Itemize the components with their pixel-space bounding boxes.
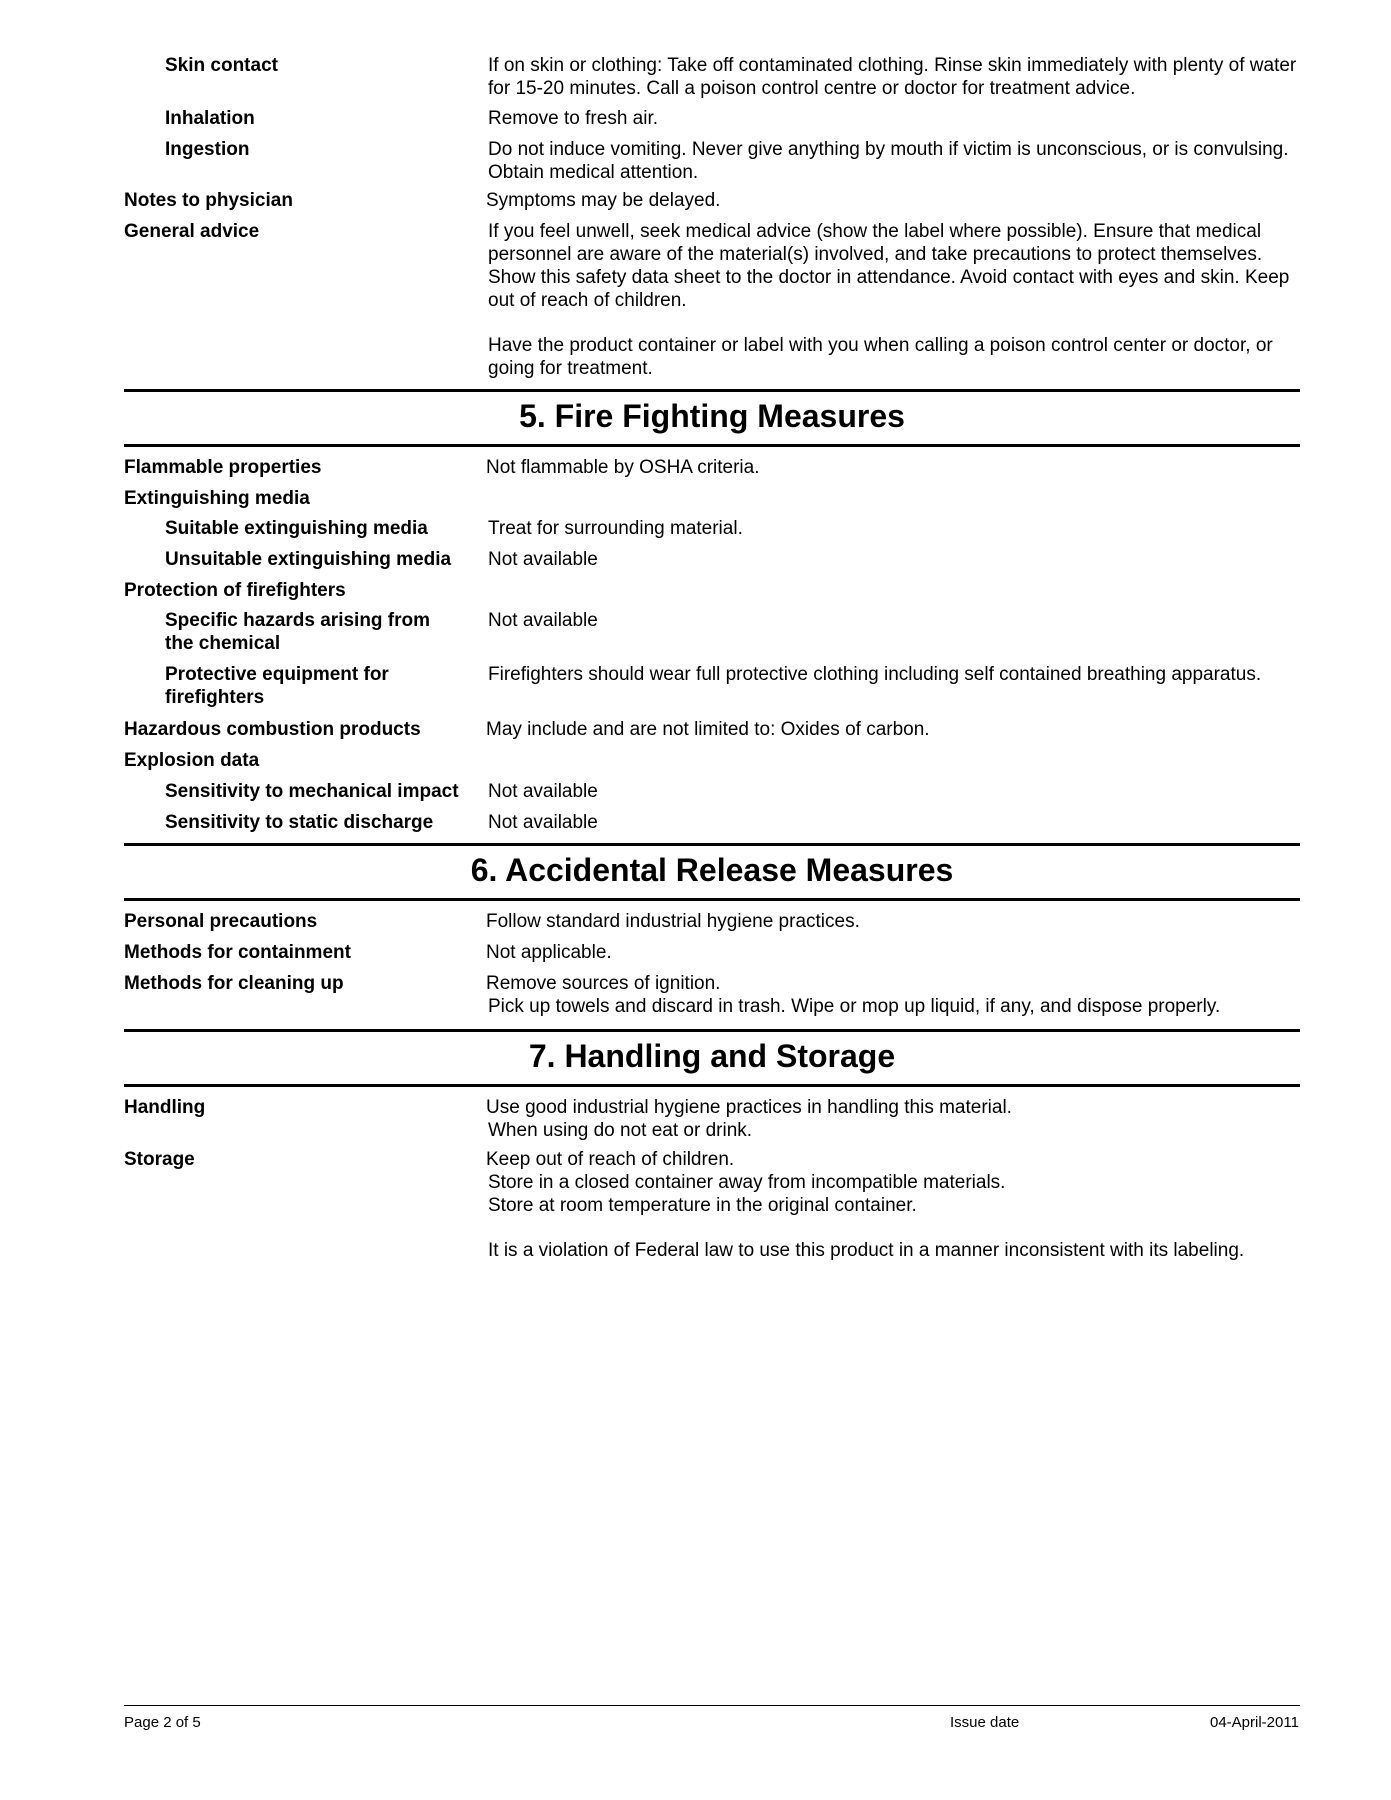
value-ingestion: Do not induce vomiting. Never give anything by mouth if victim is unconscious, or is convulsing. Obtain medical attention. xyxy=(488,139,1289,183)
storage-line-1: Keep out of reach of children. xyxy=(486,1149,735,1170)
label-suitable-media: Suitable extinguishing media xyxy=(165,518,428,539)
section-5-bottom-rule xyxy=(124,444,1300,447)
label-cleaning-up: Methods for cleaning up xyxy=(124,973,344,994)
handling-line-1: Use good industrial hygiene practices in handling this material. xyxy=(486,1097,1012,1118)
label-mechanical-impact: Sensitivity to mechanical impact xyxy=(165,781,459,802)
value-protective-equipment: Firefighters should wear full protective clothing including self contained breathing apparatus. xyxy=(488,664,1262,685)
value-general-advice xyxy=(488,220,1300,380)
general-advice-paragraph-1: If you feel unwell, seek medical advice (show the label where possible). Ensure that medical personnel are aware of the material(s) involved, and take precautions to protect themselves. Show this safety data sheet to the doctor in attendance. Avoid contact with eyes and skin. Keep out of reach of children. xyxy=(488,221,1290,311)
value-flammable-properties: Not flammable by OSHA criteria. xyxy=(486,457,760,478)
label-personal-precautions: Personal precautions xyxy=(124,911,318,932)
value-hazardous-combustion: May include and are not limited to: Oxides of carbon. xyxy=(486,719,930,740)
section-7-title: 7. Handling and Storage xyxy=(528,1038,896,1074)
handling-line-2: When using do not eat or drink. xyxy=(488,1120,753,1141)
value-unsuitable-media: Not available xyxy=(488,549,598,570)
section-6-bottom-rule xyxy=(124,898,1300,901)
label-unsuitable-media: Unsuitable extinguishing media xyxy=(165,549,452,570)
value-mechanical-impact: Not available xyxy=(488,781,598,802)
section-5-top-rule xyxy=(124,389,1300,392)
label-explosion-data: Explosion data xyxy=(124,750,260,771)
value-notes-to-physician: Symptoms may be delayed. xyxy=(486,190,721,211)
footer-issue-date-label: Issue date xyxy=(950,1714,1020,1731)
label-notes-to-physician: Notes to physician xyxy=(124,190,293,211)
footer-page-number: Page 2 of 5 xyxy=(124,1714,201,1731)
label-flammable-properties: Flammable properties xyxy=(124,457,322,478)
label-protection-of-firefighters: Protection of firefighters xyxy=(124,580,346,601)
value-static-discharge: Not available xyxy=(488,812,598,833)
value-specific-hazards: Not available xyxy=(488,610,598,631)
value-personal-precautions: Follow standard industrial hygiene practices. xyxy=(486,911,860,932)
value-containment: Not applicable. xyxy=(486,942,612,963)
label-handling: Handling xyxy=(124,1097,206,1118)
label-skin-contact: Skin contact xyxy=(165,55,278,76)
label-hazardous-combustion: Hazardous combustion products xyxy=(124,719,421,740)
general-advice-paragraph-2: Have the product container or label with you when calling a poison control center or doctor, or going for treatment. xyxy=(488,335,1273,379)
value-inhalation: Remove to fresh air. xyxy=(488,108,659,129)
label-general-advice: General advice xyxy=(124,221,260,242)
label-specific-hazards: Specific hazards arising from the chemical xyxy=(165,610,431,654)
label-protective-equipment: Protective equipment for firefighters xyxy=(165,664,389,708)
value-storage xyxy=(486,1148,1298,1262)
label-containment: Methods for containment xyxy=(124,942,351,963)
storage-line-2: Store in a closed container away from incompatible materials. xyxy=(488,1172,1006,1193)
storage-line-4: It is a violation of Federal law to use this product in a manner inconsistent with its labeling. xyxy=(488,1240,1245,1261)
cleaning-up-line-1: Remove sources of ignition. xyxy=(486,973,721,994)
value-handling xyxy=(486,1096,1298,1142)
section-6-title: 6. Accidental Release Measures xyxy=(470,852,954,888)
label-storage: Storage xyxy=(124,1149,195,1170)
footer-rule xyxy=(124,1705,1300,1706)
value-skin-contact: If on skin or clothing: Take off contaminated clothing. Rinse skin immediately with plenty of water for 15-20 minutes. Call a poison control centre or doctor for treatment advice. xyxy=(488,55,1297,99)
section-7-top-rule xyxy=(124,1029,1300,1032)
label-extinguishing-media: Extinguishing media xyxy=(124,488,310,509)
value-suitable-media: Treat for surrounding material. xyxy=(488,518,743,539)
label-ingestion: Ingestion xyxy=(165,139,250,160)
label-inhalation: Inhalation xyxy=(165,108,255,129)
section-7-bottom-rule xyxy=(124,1084,1300,1087)
storage-line-3: Store at room temperature in the original container. xyxy=(488,1195,917,1216)
footer-issue-date-value: 04-April-2011 xyxy=(1210,1714,1299,1731)
value-cleaning-up xyxy=(486,972,1298,1018)
cleaning-up-line-2: Pick up towels and discard in trash. Wipe or mop up liquid, if any, and dispose properly. xyxy=(488,996,1221,1017)
section-5-title: 5. Fire Fighting Measures xyxy=(519,398,905,434)
section-6-top-rule xyxy=(124,843,1300,846)
label-static-discharge: Sensitivity to static discharge xyxy=(165,812,434,833)
